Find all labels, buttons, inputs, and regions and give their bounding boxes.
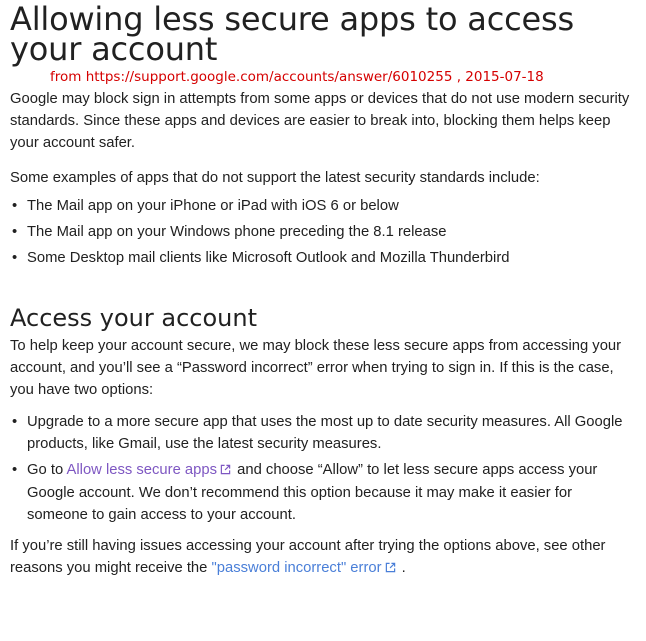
closing-text-after: . xyxy=(397,560,406,576)
list-item xyxy=(10,459,636,526)
external-link-icon[interactable] xyxy=(385,558,396,580)
section-heading: Access your account xyxy=(10,304,257,332)
page-title-line-2: your account xyxy=(10,30,218,68)
list-item-text: The Mail app on your Windows phone preceding the 8.1 release xyxy=(27,224,447,240)
intro-paragraph: Google may block sign in attempts from some apps or devices that do not use modern security standards. Since these apps and devices are easier to break into, blocking them helps keep your account safer. xyxy=(10,91,630,151)
source-note: from https://support.google.com/accounts/answer/6010255 , 2015-07-18 xyxy=(50,69,544,85)
page-title xyxy=(10,0,636,68)
article xyxy=(10,0,636,580)
option-2-text-before: Go to xyxy=(27,462,67,478)
allow-less-secure-apps-link[interactable]: Allow less secure apps xyxy=(66,462,218,478)
option-2-text-after: and choose “Allow” to let less secure apps access your Google account. We don’t recommend this option because it may make it easier for someone to gain access to your account. xyxy=(27,462,598,523)
examples-intro: Some examples of apps that do not support the latest security standards include: xyxy=(10,170,540,186)
bullet: • xyxy=(12,198,18,214)
access-intro-paragraph: To help keep your account secure, we may block these less secure apps from accessing your account, and you’ll see a “Password incorrect” error when trying to sign in. If this is the case, you have two options: xyxy=(10,338,622,398)
external-link-icon[interactable] xyxy=(220,460,231,482)
bullet: • xyxy=(12,250,18,266)
list-item xyxy=(10,411,636,455)
examples-list xyxy=(10,195,636,269)
list-item-text: Some Desktop mail clients like Microsoft Outlook and Mozilla Thunderbird xyxy=(27,250,510,266)
bullet: • xyxy=(12,462,18,478)
page-title-line-1: Allowing less secure apps to access xyxy=(10,0,574,38)
options-list xyxy=(10,411,636,526)
list-item-text: The Mail app on your iPhone or iPad with iOS 6 or below xyxy=(27,198,399,214)
closing-text-before: If you’re still having issues accessing your account after trying the options above, see other reasons you might receive the xyxy=(10,538,606,576)
bullet: • xyxy=(12,224,18,240)
list-item xyxy=(10,195,636,217)
bullet: • xyxy=(12,414,18,430)
closing-paragraph xyxy=(10,535,636,580)
option-1-text: Upgrade to a more secure app that uses the most up to date security measures. All Google products, like Gmail, use the latest security measures. xyxy=(27,414,623,452)
list-item xyxy=(10,221,636,243)
list-item xyxy=(10,247,636,269)
password-incorrect-error-link[interactable]: "password incorrect" error xyxy=(211,560,382,576)
